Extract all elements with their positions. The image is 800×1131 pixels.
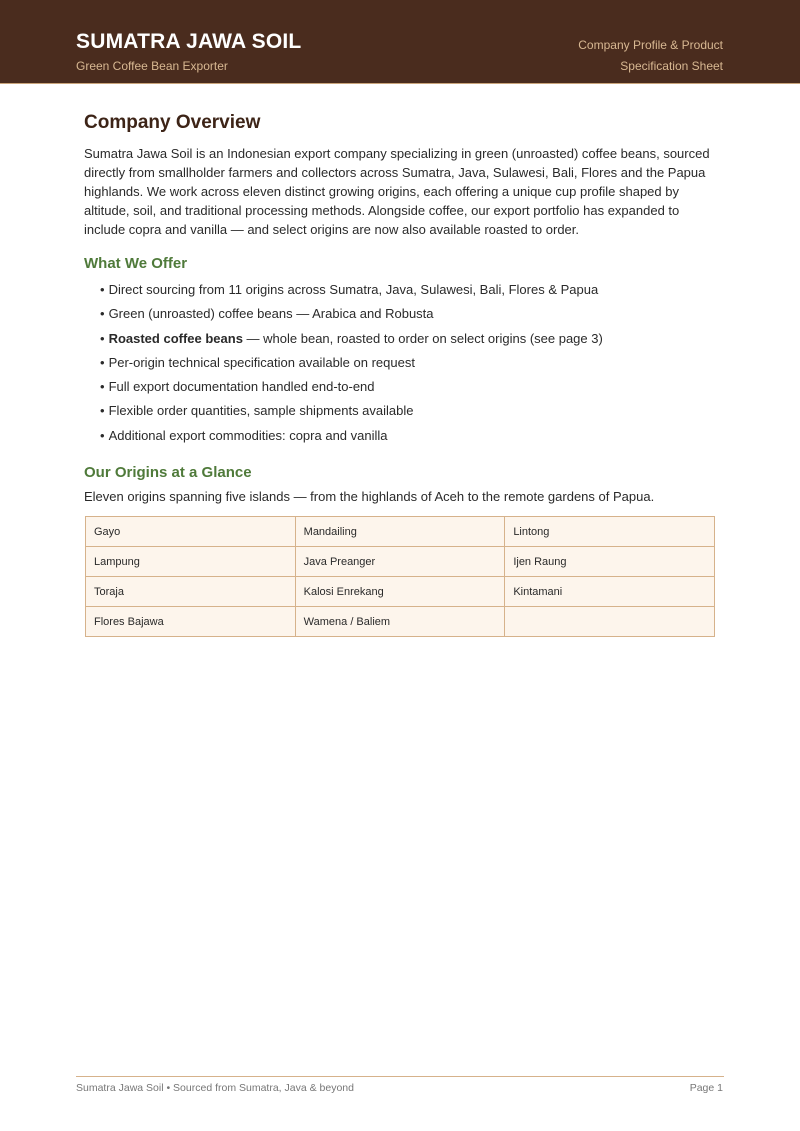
origin-cell: Toraja xyxy=(86,577,296,607)
origin-cell: Mandailing xyxy=(295,517,505,547)
offer-item-text: — whole bean, roasted to order on select origins (see page 3) xyxy=(242,330,603,346)
offer-list-item: • Roasted coffee beans — whole bean, roasted to order on select origins (see page 3) xyxy=(100,330,603,346)
table-row xyxy=(86,517,715,547)
origin-cell: Java Preanger xyxy=(295,547,505,577)
origin-cell: Wamena / Baliem xyxy=(295,607,505,637)
table-row xyxy=(86,547,715,577)
company-name: SUMATRA JAWA SOIL xyxy=(76,30,302,53)
offer-list xyxy=(84,278,716,448)
origin-cell: Lampung xyxy=(86,547,296,577)
page-number: Page 1 xyxy=(689,1082,723,1094)
offer-list-item: • Full export documentation handled end-to-end xyxy=(100,379,375,395)
document-type-line-1: Company Profile & Product xyxy=(578,38,723,52)
origins-title: Our Origins at a Glance xyxy=(84,464,252,482)
document-type-line-2: Specification Sheet xyxy=(620,59,723,73)
origins-table xyxy=(85,516,715,637)
origins-intro: Eleven origins spanning five islands — from the highlands of Aceh to the remote gardens of Papua. xyxy=(84,489,655,505)
overview-body: Sumatra Jawa Soil is an Indonesian export company specializing in green (unroasted) coffee beans, sourced directly from smallholder farmers and collectors across Sumatra, Java, Sulawesi, Bali, Flores and the Papua highlands. We work across eleven distinct growing origins, each offering a unique cup profile shaped by altitude, soil, and traditional processing methods. Alongside coffee, our export portfolio has expanded to include copra and vanilla — and select origins are now also available roasted to order. xyxy=(84,146,710,237)
company-tagline: Green Coffee Bean Exporter xyxy=(76,59,228,73)
offer-item-text: Additional export commodities: copra and vanilla xyxy=(108,427,388,443)
footer-divider xyxy=(76,1076,724,1077)
main-content xyxy=(84,112,716,637)
offer-list-item: • Green (unroasted) coffee beans — Arabica and Robusta xyxy=(100,306,434,322)
offer-list-item: • Per-origin technical specification available on request xyxy=(100,354,415,370)
offer-item-bold: Roasted coffee beans xyxy=(108,330,243,346)
origin-cell-empty xyxy=(505,607,715,637)
footer-company-line: Sumatra Jawa Soil • Sourced from Sumatra, Java & beyond xyxy=(76,1082,354,1094)
origin-cell: Kintamani xyxy=(505,577,715,607)
offer-item-text: Full export documentation handled end-to-end xyxy=(108,379,375,395)
offer-item-text: Green (unroasted) coffee beans — Arabica and Robusta xyxy=(108,306,434,322)
table-row xyxy=(86,607,715,637)
origin-cell: Flores Bajawa xyxy=(86,607,296,637)
page-header xyxy=(0,0,800,84)
origin-cell: Kalosi Enrekang xyxy=(295,577,505,607)
offer-list-item: • Direct sourcing from 11 origins across Sumatra, Java, Sulawesi, Bali, Flores & Papua xyxy=(100,282,599,297)
origin-cell: Lintong xyxy=(505,517,715,547)
offer-list-item: • Additional export commodities: copra and vanilla xyxy=(100,427,388,443)
offer-item-text: Per-origin technical specification available on request xyxy=(108,354,415,370)
origin-cell: Ijen Raung xyxy=(505,547,715,577)
overview-title: Company Overview xyxy=(84,112,261,133)
origin-cell: Gayo xyxy=(86,517,296,547)
offer-item-text: Direct sourcing from 11 origins across Sumatra, Java, Sulawesi, Bali, Flores & Papua xyxy=(108,282,599,297)
offer-title: What We Offer xyxy=(84,255,188,272)
table-row xyxy=(86,577,715,607)
offer-list-item: • Flexible order quantities, sample shipments available xyxy=(100,403,414,419)
offer-item-text: Flexible order quantities, sample shipments available xyxy=(108,403,414,419)
